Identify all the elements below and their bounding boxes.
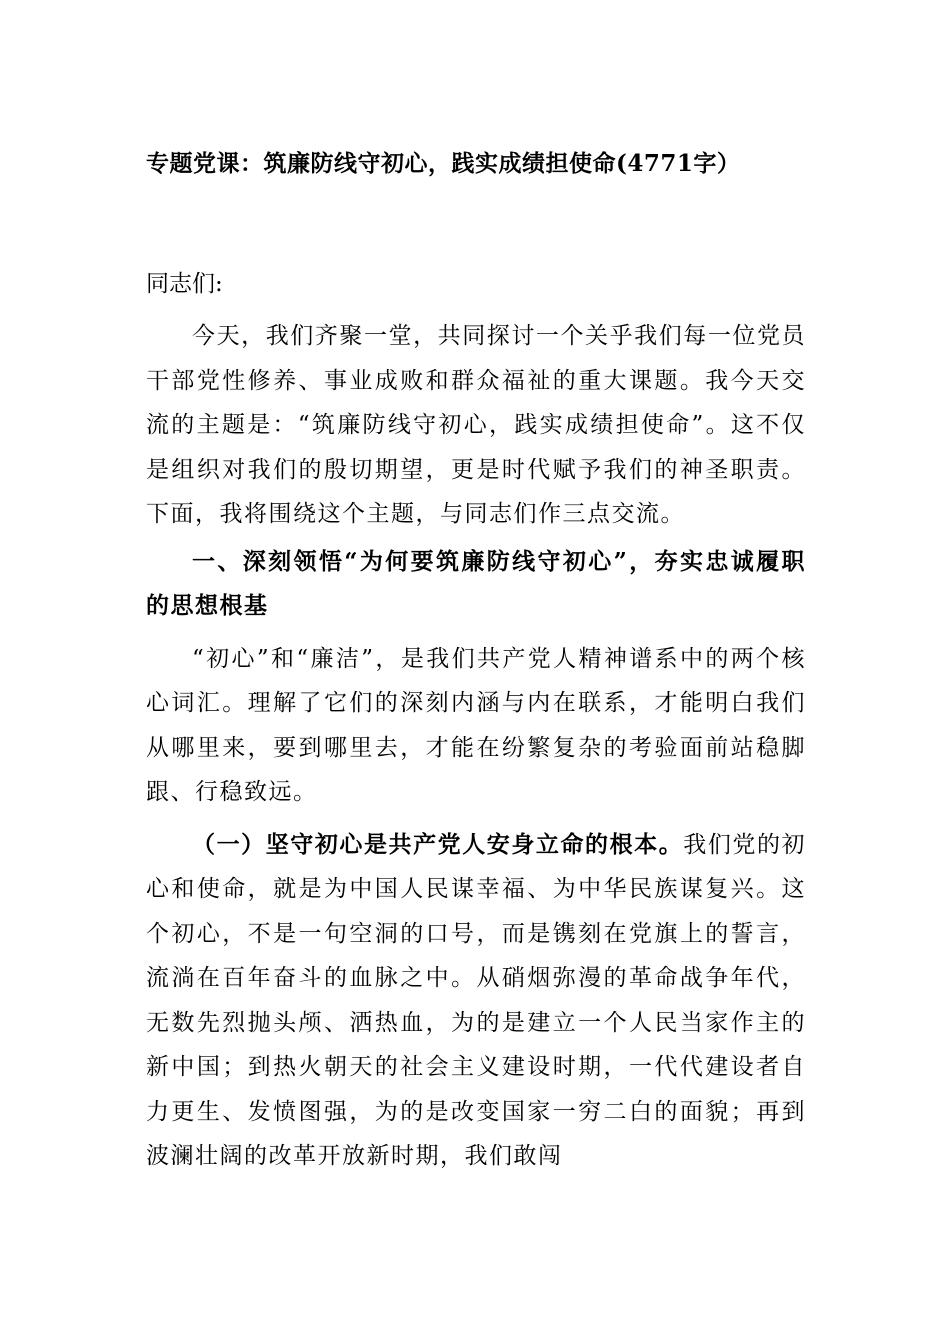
subsection-1-lead: （一）坚守初心是共产党人安身立命的根本。 (192, 830, 684, 858)
subsection-1-text: 我们党的初心和使命，就是为中国人民谋幸福、为中华民族谋复兴。这个初心，不是一句空洞的口号，而是镌刻在党旗上的誓言，流淌在百年奋斗的血脉之中。从硝烟弥漫的革命战争年代，无数先烈抛头颅、洒热血，为的是建立一个人民当家作主的新中国；到热火朝天的社会主义建设时期，一代代建设者自力更生、发愤图强，为的是改变国家一穷二白的面貌；再到波澜壮阔的改革开放新时期，我们敢闯 (146, 831, 806, 1169)
section-1-paragraph: “初心”和“廉洁”，是我们共产党人精神谱系中的两个核心词汇。理解了它们的深刻内涵与内在联系，才能明白我们从哪里来，要到哪里去，才能在纷繁复杂的考验面前站稳脚跟、行稳致远。 (146, 645, 806, 805)
section-heading-1: 一、深刻领悟“为何要筑廉防线守初心”，夯实忠诚履职的思想根基 (146, 547, 806, 619)
subsection-1-paragraph (146, 823, 806, 1179)
document-title: 专题党课：筑廉防线守初心，践实成绩担使命(4771字） (146, 150, 741, 177)
intro-paragraph: 今天，我们齐聚一堂，共同探讨一个关乎我们每一位党员干部党性修养、事业成败和群众福祉的重大课题。我今天交流的主题是：“筑廉防线守初心，践实成绩担使命”。这不仅是组织对我们的殷切期望，更是时代赋予我们的神圣职责。下面，我将围绕这个主题，与同志们作三点交流。 (146, 323, 806, 527)
salutation: 同志们: (146, 271, 223, 297)
document-body (146, 140, 806, 1179)
